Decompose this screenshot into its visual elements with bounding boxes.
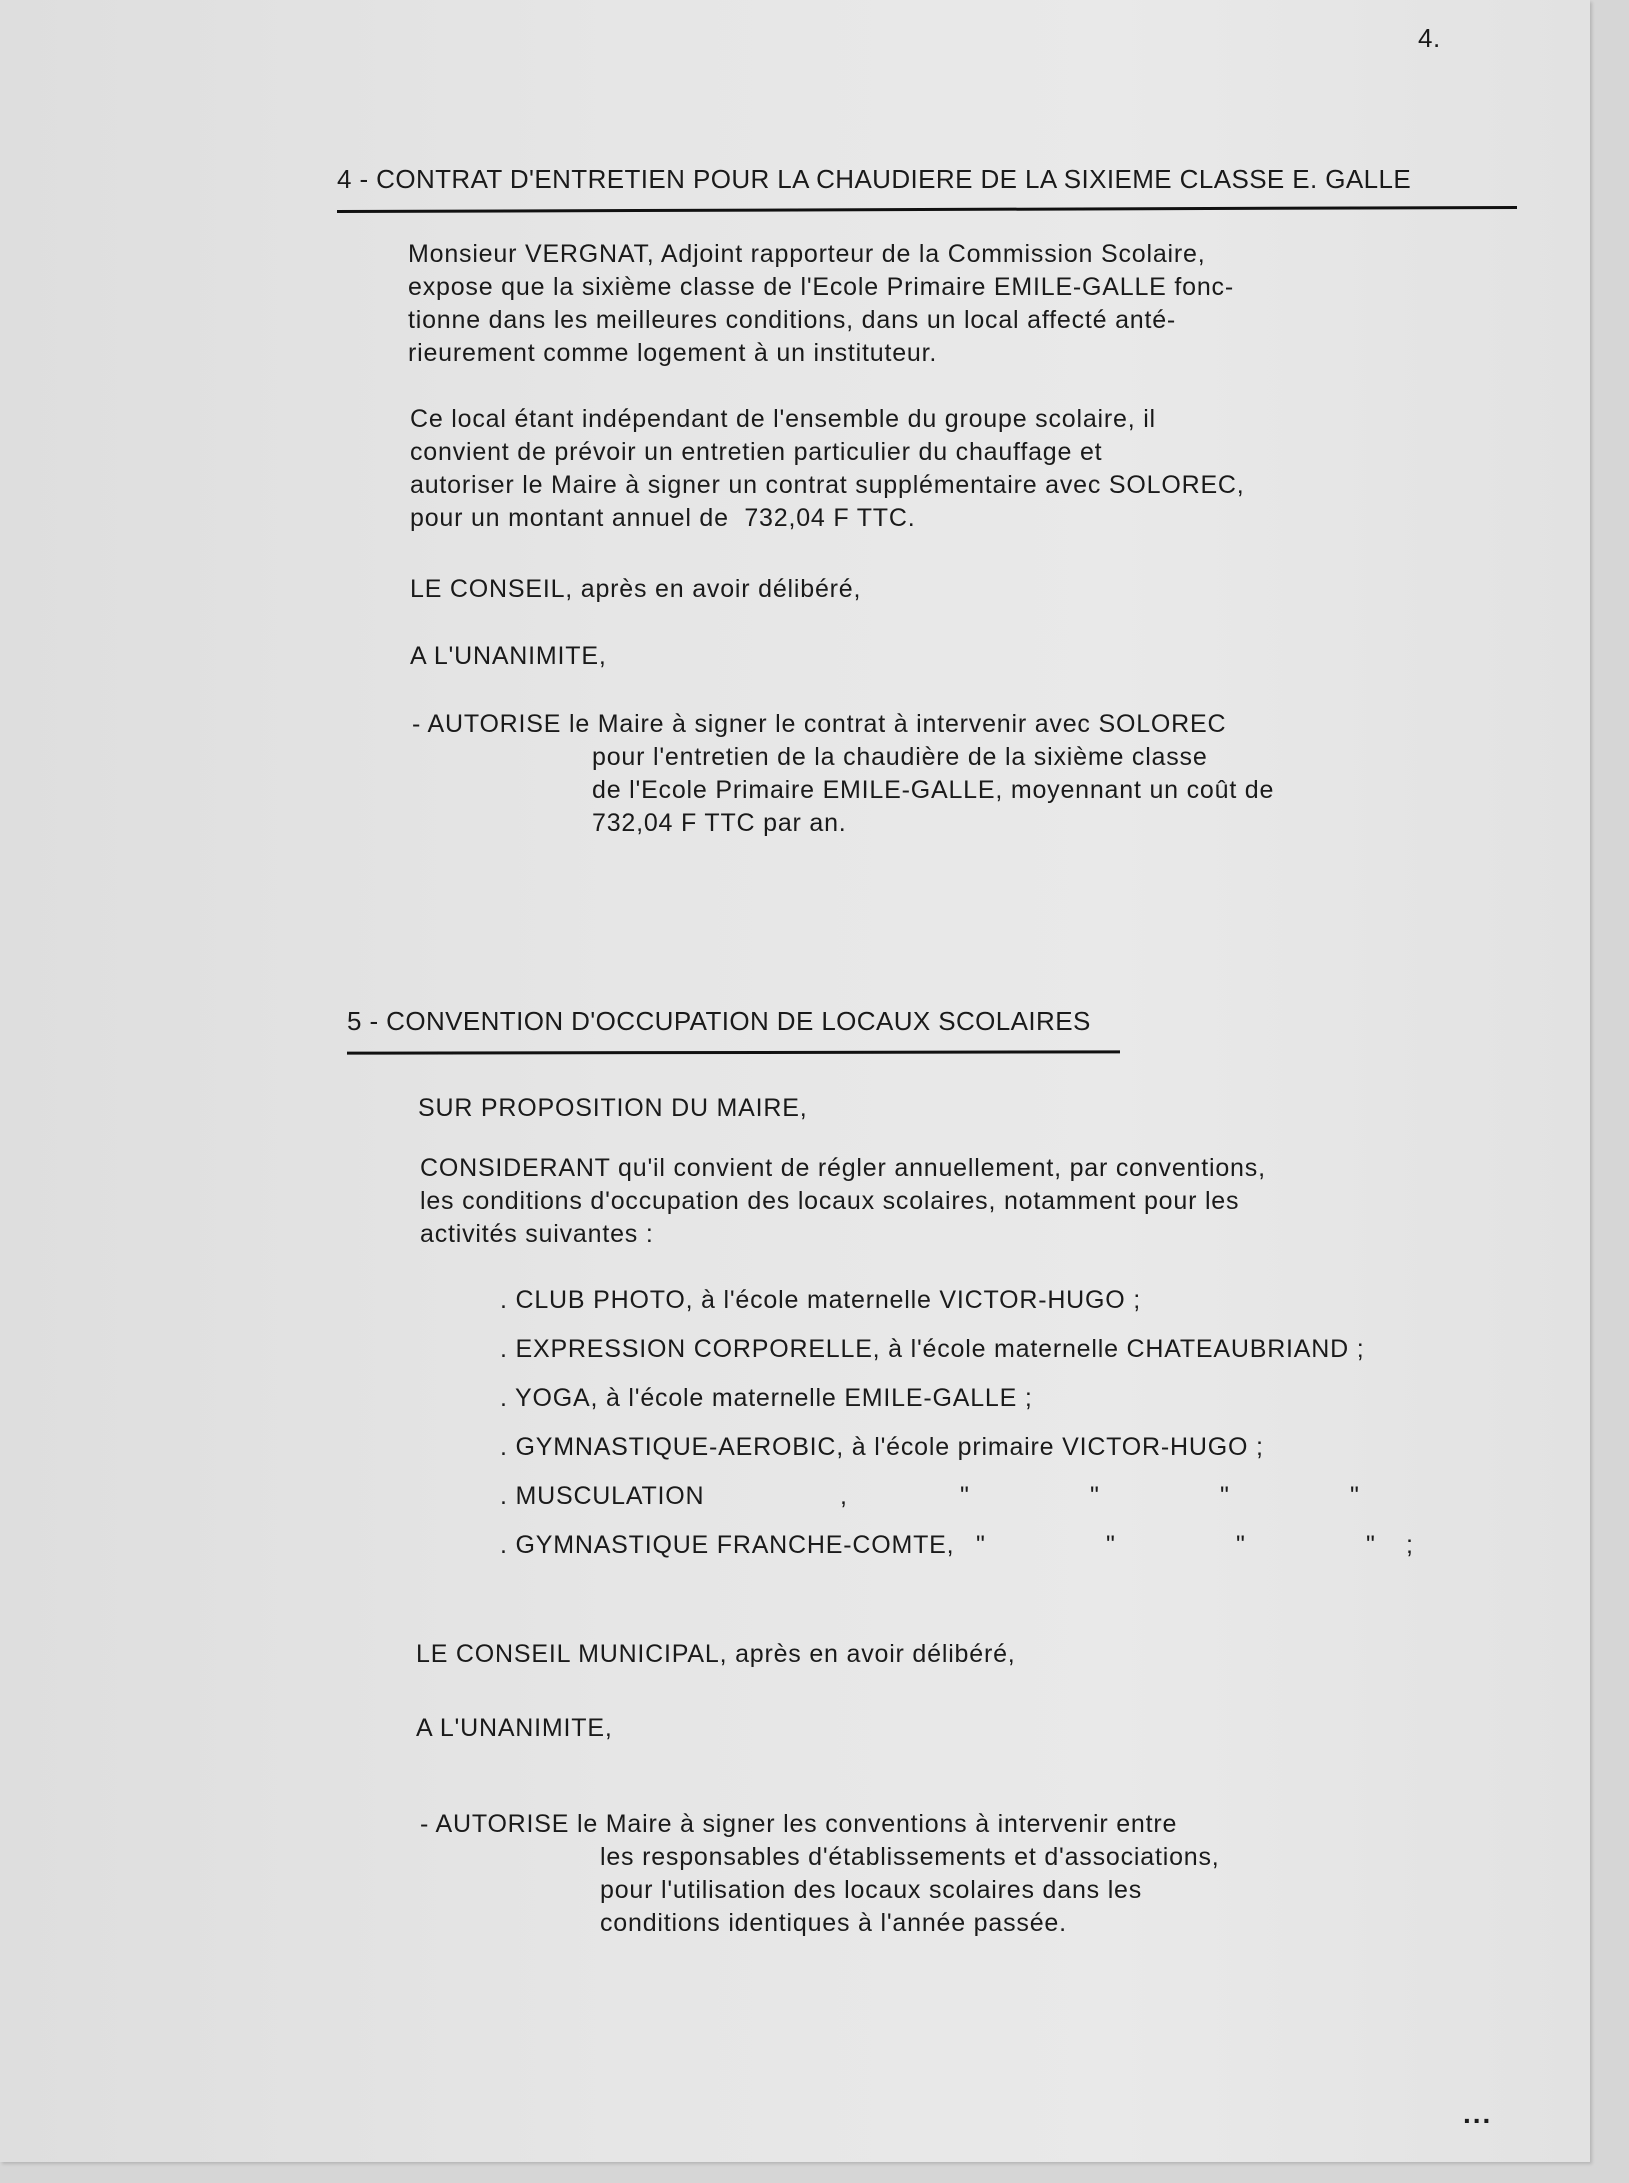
activity-label: . GYMNASTIQUE FRANCHE-COMTE, bbox=[500, 1531, 955, 1559]
section-4-underline bbox=[337, 206, 1517, 213]
section-5-decision bbox=[420, 1808, 1220, 1940]
text-line: rieurement comme logement à un instituteur. bbox=[408, 339, 938, 367]
ditto-mark: " bbox=[1366, 1531, 1376, 1559]
text-line: LE CONSEIL, après en avoir délibéré, bbox=[410, 575, 862, 603]
activity-separator: , bbox=[840, 1482, 848, 1510]
text-line: tionne dans les meilleures conditions, dans un local affecté anté- bbox=[408, 306, 1177, 334]
activity-item: . GYMNASTIQUE-AEROBIC, à l'école primaire VICTOR-HUGO ; bbox=[500, 1433, 1264, 1461]
text-line: activités suivantes : bbox=[420, 1220, 654, 1248]
decision-line: conditions identiques à l'année passée. bbox=[600, 1909, 1067, 1937]
decision-lead-line: - AUTORISE le Maire à signer les conventions à intervenir entre bbox=[420, 1810, 1178, 1838]
ditto-mark: " bbox=[1236, 1531, 1246, 1559]
text-line: CONSIDERANT qu'il convient de régler annuellement, par conventions, bbox=[420, 1154, 1266, 1182]
section-4-decision bbox=[412, 708, 1274, 840]
section-5-proposal-line bbox=[418, 1092, 807, 1125]
text-line: SUR PROPOSITION DU MAIRE, bbox=[418, 1094, 808, 1122]
decision-lead-line: - AUTORISE le Maire à signer le contrat à intervenir avec SOLOREC bbox=[412, 710, 1227, 738]
section-4-council-line bbox=[410, 573, 861, 606]
ditto-mark: " bbox=[1106, 1531, 1116, 1559]
text-line: A L'UNANIMITE, bbox=[416, 1714, 613, 1742]
section-4-intro-paragraph bbox=[408, 238, 1234, 370]
text-line: A L'UNANIMITE, bbox=[410, 642, 607, 670]
section-5-council-line bbox=[416, 1638, 1016, 1671]
decision-line: pour l'entretien de la chaudière de la sixième classe bbox=[592, 743, 1208, 771]
text-line: LE CONSEIL MUNICIPAL, après en avoir délibéré, bbox=[416, 1640, 1016, 1668]
text-line: les conditions d'occupation des locaux scolaires, notamment pour les bbox=[420, 1187, 1240, 1215]
section-5-heading: 5 - CONVENTION D'OCCUPATION DE LOCAUX SCOLAIRES bbox=[347, 1006, 1091, 1036]
text-line: Monsieur VERGNAT, Adjoint rapporteur de la Commission Scolaire, bbox=[408, 240, 1206, 268]
text-line: convient de prévoir un entretien particulier du chauffage et bbox=[410, 438, 1103, 466]
section-5-underline bbox=[347, 1050, 1120, 1054]
text-line: pour un montant annuel de 732,04 F TTC. bbox=[410, 504, 916, 532]
activity-end: ; bbox=[1406, 1531, 1414, 1559]
activity-item: . YOGA, à l'école maternelle EMILE-GALLE ; bbox=[500, 1384, 1033, 1412]
activity-item-ditto bbox=[500, 1529, 1414, 1578]
section-5-considering-paragraph bbox=[420, 1152, 1266, 1251]
activity-item-ditto bbox=[500, 1480, 1414, 1529]
ditto-mark: " bbox=[960, 1482, 970, 1510]
continuation-mark: ... bbox=[1463, 2098, 1493, 2129]
activity-label: . MUSCULATION bbox=[500, 1482, 705, 1510]
text-line: expose que la sixième classe de l'Ecole Primaire EMILE-GALLE fonc- bbox=[408, 273, 1234, 301]
activity-item: . CLUB PHOTO, à l'école maternelle VICTOR-HUGO ; bbox=[500, 1286, 1142, 1314]
section-5-unanimity-line bbox=[416, 1712, 613, 1745]
ditto-mark: " bbox=[1220, 1482, 1230, 1510]
decision-line: de l'Ecole Primaire EMILE-GALLE, moyennant un coût de bbox=[592, 776, 1275, 804]
ditto-mark: " bbox=[1090, 1482, 1100, 1510]
text-line: autoriser le Maire à signer un contrat supplémentaire avec SOLOREC, bbox=[410, 471, 1245, 499]
activity-item: . EXPRESSION CORPORELLE, à l'école maternelle CHATEAUBRIAND ; bbox=[500, 1335, 1365, 1363]
text-line: Ce local étant indépendant de l'ensemble du groupe scolaire, il bbox=[410, 405, 1156, 433]
decision-line: les responsables d'établissements et d'associations, bbox=[600, 1843, 1220, 1871]
section-4-body-paragraph bbox=[410, 403, 1245, 535]
ditto-mark: " bbox=[976, 1531, 986, 1559]
page-number: 4. bbox=[1418, 23, 1441, 53]
ditto-mark: " bbox=[1350, 1482, 1360, 1510]
section-4-heading: 4 - CONTRAT D'ENTRETIEN POUR LA CHAUDIERE DE LA SIXIEME CLASSE E. GALLE bbox=[337, 164, 1412, 194]
decision-line: pour l'utilisation des locaux scolaires dans les bbox=[600, 1876, 1143, 1904]
decision-line: 732,04 F TTC par an. bbox=[592, 809, 847, 837]
activities-list bbox=[500, 1284, 1414, 1578]
section-4-unanimity-line bbox=[410, 640, 607, 673]
